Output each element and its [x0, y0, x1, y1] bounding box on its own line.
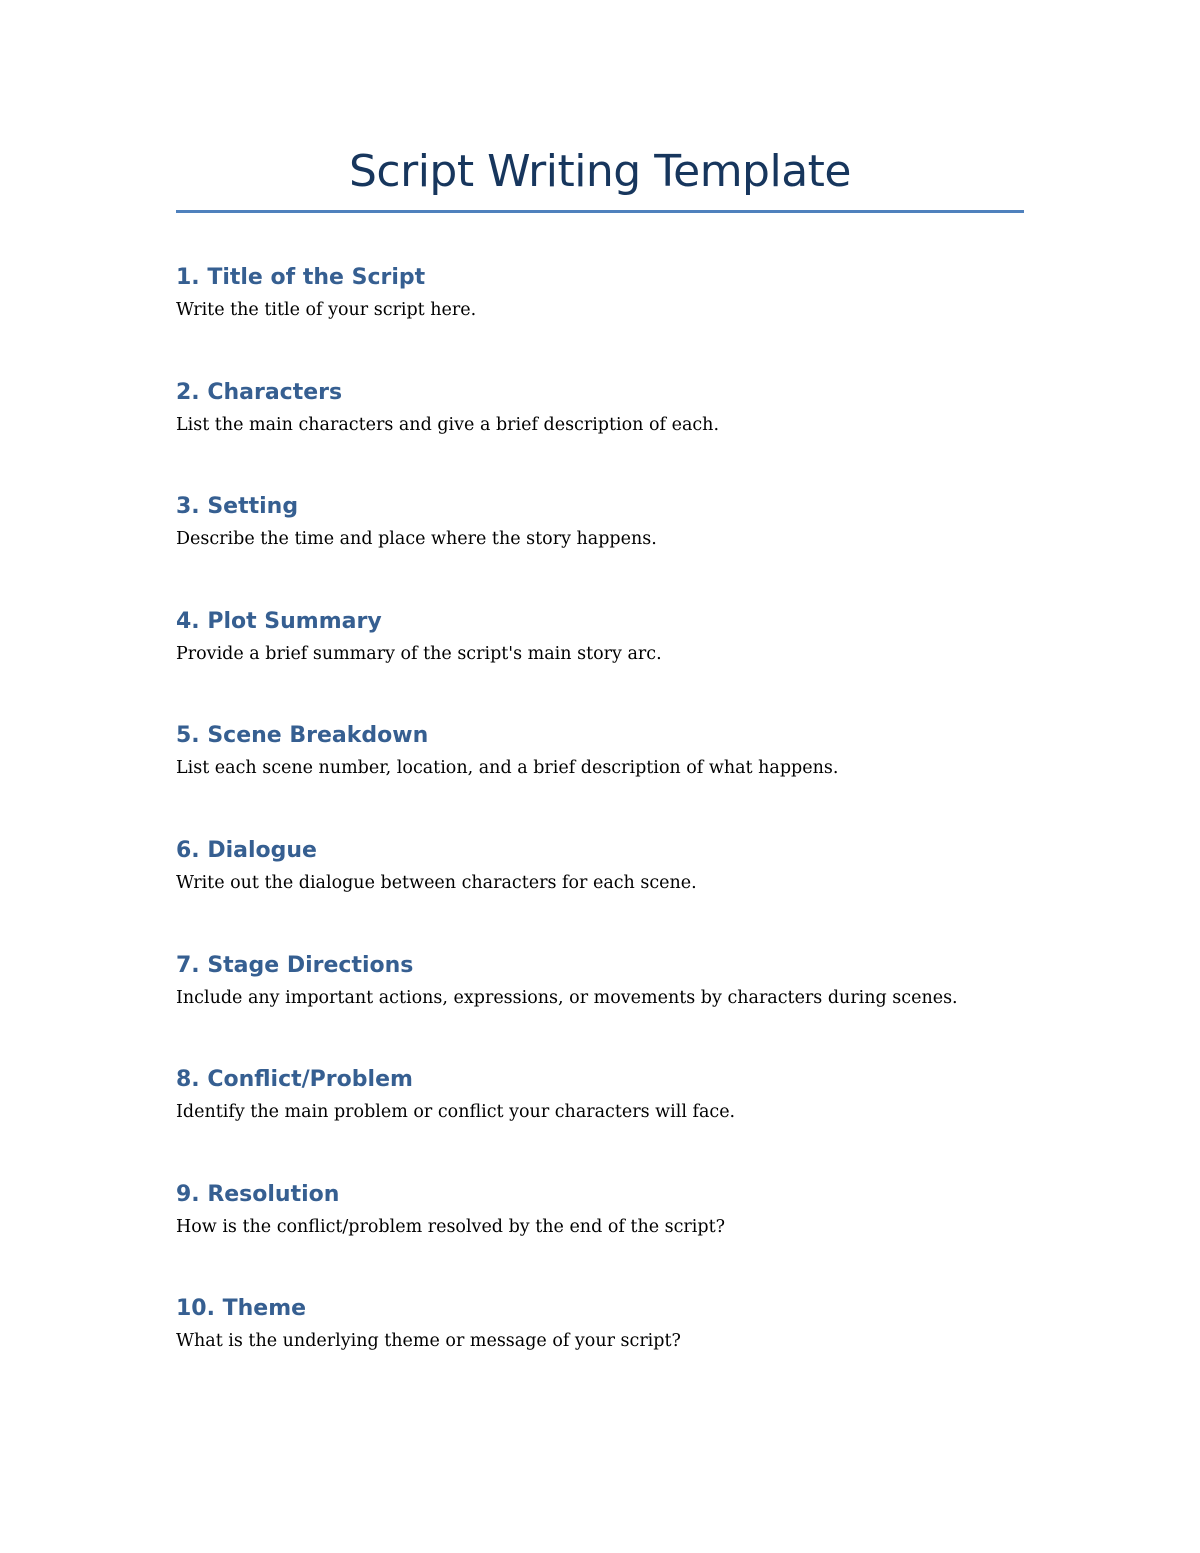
title-underline: [176, 210, 1024, 213]
section-dialogue: [176, 835, 1024, 950]
document-title: Script Writing Template: [349, 146, 851, 197]
section-instructions: Write out the dialogue between characters for each scene.: [176, 872, 697, 893]
section-instructions: What is the underlying theme or message of your script?: [176, 1331, 681, 1352]
section-heading: 2. Characters: [176, 379, 343, 405]
section-stage-directions: [176, 950, 1024, 1065]
section-heading: 1. Title of the Script: [176, 265, 426, 290]
section-heading: 10. Theme: [176, 1296, 307, 1322]
section-heading: 3. Setting: [176, 494, 299, 520]
section-list: [176, 262, 1024, 1408]
section-instructions: How is the conflict/problem resolved by the end of the script?: [176, 1216, 725, 1237]
section-heading: 8. Conflict/Problem: [176, 1067, 413, 1093]
section-resolution: [176, 1179, 1024, 1294]
section-heading: 6. Dialogue: [176, 837, 317, 863]
section-instructions: Include any important actions, expressions, or movements by characters during scenes.: [176, 987, 958, 1008]
section-instructions: List each scene number, location, and a brief description of what happens.: [176, 758, 839, 779]
section-conflict-problem: [176, 1064, 1024, 1179]
section-heading: 9. Resolution: [176, 1181, 340, 1207]
section-theme: [176, 1293, 1024, 1408]
section-setting: [176, 491, 1024, 606]
section-heading: 5. Scene Breakdown: [176, 723, 429, 749]
section-characters: [176, 377, 1024, 492]
section-heading: 7. Stage Directions: [176, 952, 414, 978]
section-scene-breakdown: [176, 720, 1024, 835]
section-instructions: Write the title of your script here.: [176, 300, 477, 320]
section-instructions: List the main characters and give a brief description of each.: [176, 414, 720, 435]
section-instructions: Provide a brief summary of the script's main story arc.: [176, 643, 662, 664]
section-heading: 4. Plot Summary: [176, 608, 382, 634]
section-title-of-script: [176, 262, 1024, 377]
section-instructions: Identify the main problem or conflict your characters will face.: [176, 1102, 736, 1123]
section-plot-summary: [176, 606, 1024, 721]
section-instructions: Describe the time and place where the story happens.: [176, 529, 657, 550]
